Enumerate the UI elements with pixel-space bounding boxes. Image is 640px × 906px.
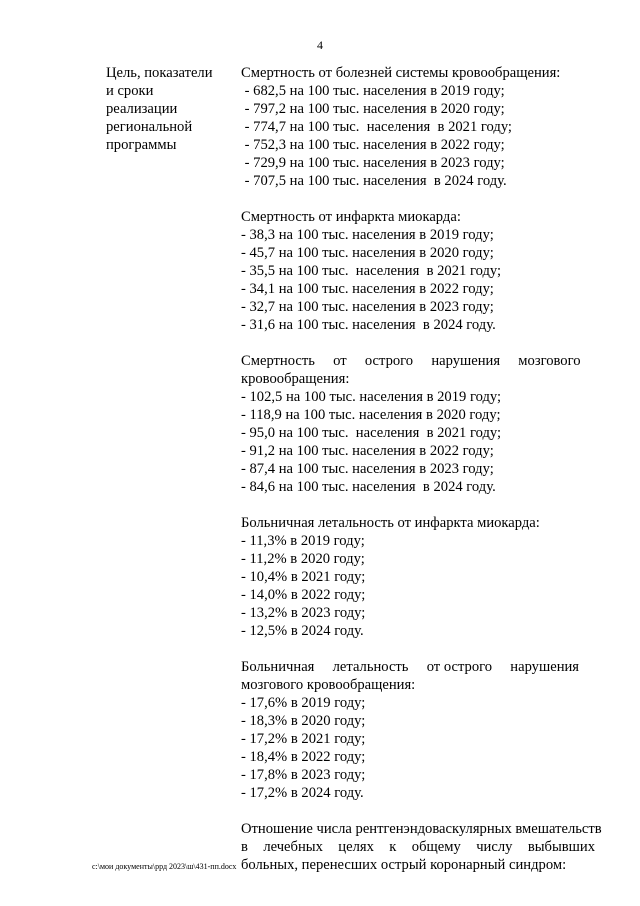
list-item: - 13,2% в 2023 году; (241, 605, 366, 621)
label-line: Цель, показатели (106, 65, 213, 81)
list-item: - 102,5 на 100 тыс. населения в 2019 году; (241, 389, 502, 405)
section-endovascular-ratio (241, 820, 602, 874)
list-item: - 31,6 на 100 тыс. населения в 2024 году. (241, 317, 496, 333)
section-heading: кровообращения: (241, 371, 350, 387)
list-item: - 12,5% в 2024 году. (241, 623, 364, 639)
list-item: - 11,3% в 2019 году; (241, 533, 365, 549)
label-line: реализации (106, 101, 178, 117)
list-item: - 10,4% в 2021 году; (241, 569, 366, 585)
section-heading: Больничная летальность от острого нарушения (241, 659, 580, 675)
section-circulatory-mortality (241, 64, 595, 190)
list-item: - 11,2% в 2020 году; (241, 551, 365, 567)
list-item: - 38,3 на 100 тыс. населения в 2019 году; (241, 227, 494, 243)
section-heading: Смертность от болезней системы кровообращения: (241, 65, 561, 81)
label-line: и сроки (106, 83, 154, 99)
list-item: - 18,4% в 2022 году; (241, 749, 366, 765)
list-item: - 707,5 на 100 тыс. населения в 2024 году. (241, 173, 507, 189)
section-infarction-lethality (241, 514, 595, 640)
list-item: - 752,3 на 100 тыс. населения в 2022 году; (241, 137, 505, 153)
list-item: - 95,0 на 100 тыс. населения в 2021 году; (241, 425, 502, 441)
list-item: - 87,4 на 100 тыс. населения в 2023 году; (241, 461, 494, 477)
list-item: - 17,8% в 2023 году; (241, 767, 366, 783)
label-line: региональной (106, 119, 193, 135)
section-heading: мозгового кровообращения: (241, 677, 416, 693)
list-item: - 17,2% в 2021 году; (241, 731, 366, 747)
section-heading: Смертность от инфаркта миокарда: (241, 209, 461, 225)
indicators-content (241, 64, 602, 892)
list-item: - 45,7 на 100 тыс. населения в 2020 году; (241, 245, 494, 261)
list-item: - 774,7 на 100 тыс. населения в 2021 году; (241, 119, 512, 135)
list-item: - 797,2 на 100 тыс. населения в 2020 году; (241, 101, 505, 117)
footer-file-path: c:\мои документы\ррд 2023\ш\431-пп.docx (92, 862, 237, 871)
section-heading: Больничная летальность от инфаркта миокарда: (241, 515, 540, 531)
list-item: - 35,5 на 100 тыс. населения в 2021 году; (241, 263, 502, 279)
list-item: - 91,2 на 100 тыс. населения в 2022 году; (241, 443, 494, 459)
list-item: - 17,2% в 2024 году. (241, 785, 364, 801)
list-item: - 34,1 на 100 тыс. населения в 2022 году; (241, 281, 494, 297)
section-infarction-mortality (241, 208, 595, 334)
list-item: - 729,9 на 100 тыс. населения в 2023 году; (241, 155, 505, 171)
list-item: - 118,9 на 100 тыс. населения в 2020 году; (241, 407, 501, 423)
page-number: 4 (317, 38, 323, 52)
section-heading: в лечебных целях к общему числу выбывших (241, 839, 595, 855)
label-line: программы (106, 137, 177, 153)
section-heading: Отношение числа рентгенэндоваскулярных вмешательств (241, 821, 602, 837)
list-item: - 682,5 на 100 тыс. населения в 2019 году; (241, 83, 505, 99)
list-item: - 14,0% в 2022 году; (241, 587, 366, 603)
list-item: - 18,3% в 2020 году; (241, 713, 366, 729)
goal-indicators-label (106, 64, 226, 154)
list-item: - 17,6% в 2019 году; (241, 695, 366, 711)
list-item: - 32,7 на 100 тыс. населения в 2023 году; (241, 299, 494, 315)
section-heading: Смертность от острого нарушения мозгового (241, 353, 581, 369)
section-stroke-lethality (241, 658, 595, 802)
section-heading: больных, перенесших острый коронарный синдром: (241, 857, 567, 873)
list-item: - 84,6 на 100 тыс. населения в 2024 году. (241, 479, 496, 495)
section-stroke-mortality (241, 352, 595, 496)
